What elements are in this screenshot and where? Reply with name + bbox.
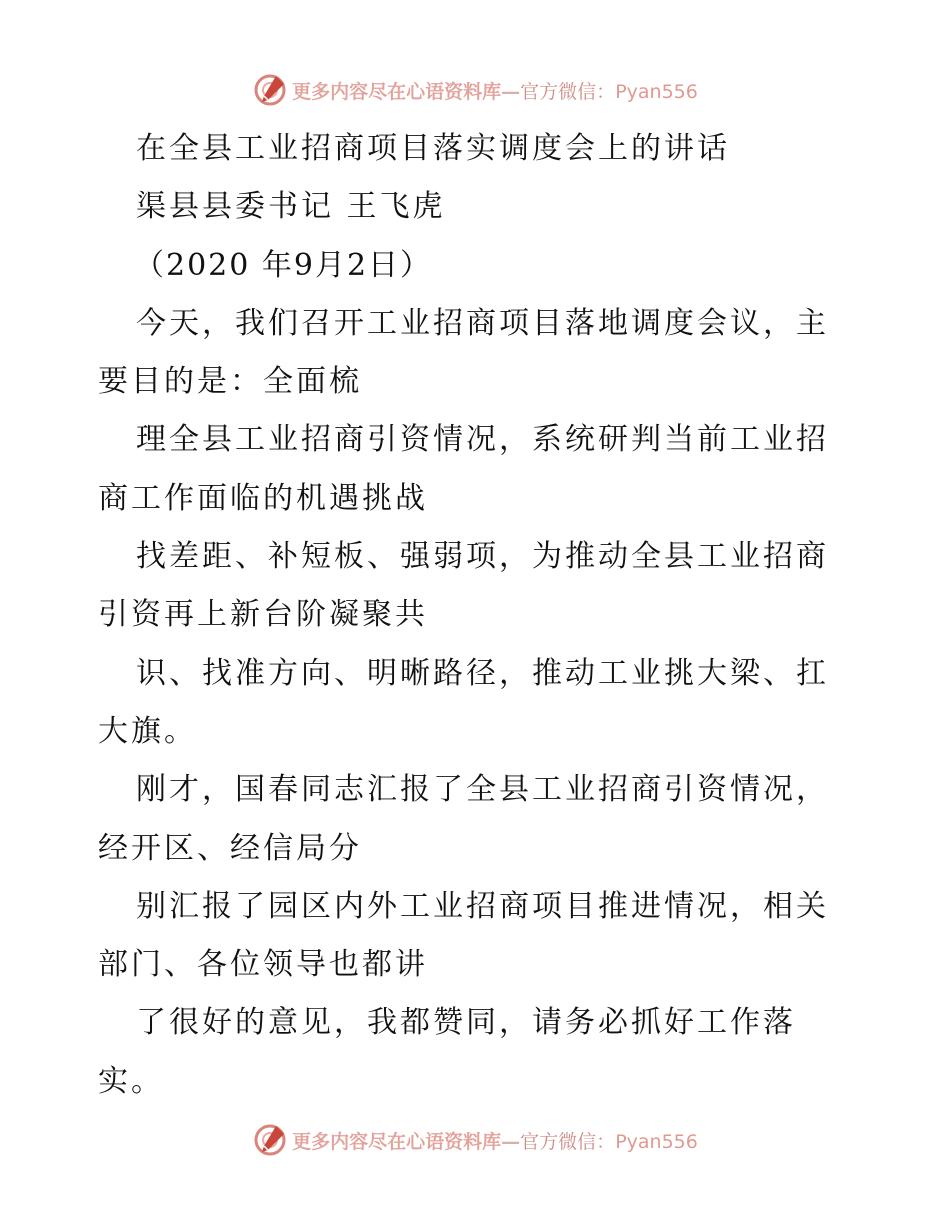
watermark-main-text: 更多内容尽在心语资料库 (292, 80, 502, 103)
text-line: 实。 (98, 1063, 164, 1099)
pen-logo-icon (252, 1122, 288, 1158)
document-body (98, 120, 858, 1111)
header-watermark (0, 70, 950, 110)
footer-watermark (0, 1120, 950, 1160)
text-line: 经开区、经信局分 (98, 830, 362, 866)
watermark-wechat-id: Pyan556 (615, 1130, 698, 1153)
text-line: 大旗。 (98, 713, 197, 749)
watermark-sub-text: 官方微信： (520, 1130, 616, 1153)
text-line: 商工作面临的机遇挑战 (98, 480, 428, 516)
watermark-sub-text: 官方微信： (520, 80, 616, 103)
watermark-wechat-id: Pyan556 (615, 80, 698, 103)
text-line: 要目的是：全面梳 (98, 364, 362, 400)
text-line: 理全县工业招商引资情况，系统研判当前工业招 (136, 422, 829, 458)
text-line: 今天，我们召开工业招商项目落地调度会议，主 (136, 305, 829, 341)
text-line: 识、找准方向、明晰路径，推动工业挑大梁、扛 (136, 655, 829, 691)
text-line: 了很好的意见，我都赞同，请务必抓好工作落 (136, 1005, 796, 1041)
text-line: 部门、各位领导也都讲 (98, 947, 428, 983)
text-line: 找差距、补短板、强弱项，为推动全县工业招商 (136, 539, 829, 575)
text-line: 别汇报了园区内外工业招商项目推进情况，相关 (136, 888, 829, 924)
text-line: 刚才，国春同志汇报了全县工业招商引资情况， (136, 772, 829, 808)
document-date: （2020 年9月2日） (134, 247, 433, 283)
watermark-dash: — (501, 1130, 521, 1153)
watermark-main-text: 更多内容尽在心语资料库 (292, 1130, 502, 1153)
pen-logo-icon (252, 72, 288, 108)
text-line: 引资再上新台阶凝聚共 (98, 597, 428, 633)
document-title: 在全县工业招商项目落实调度会上的讲话 (136, 131, 730, 166)
watermark-dash: — (501, 80, 521, 103)
document-author: 渠县县委书记 王飞虎 (136, 189, 446, 225)
